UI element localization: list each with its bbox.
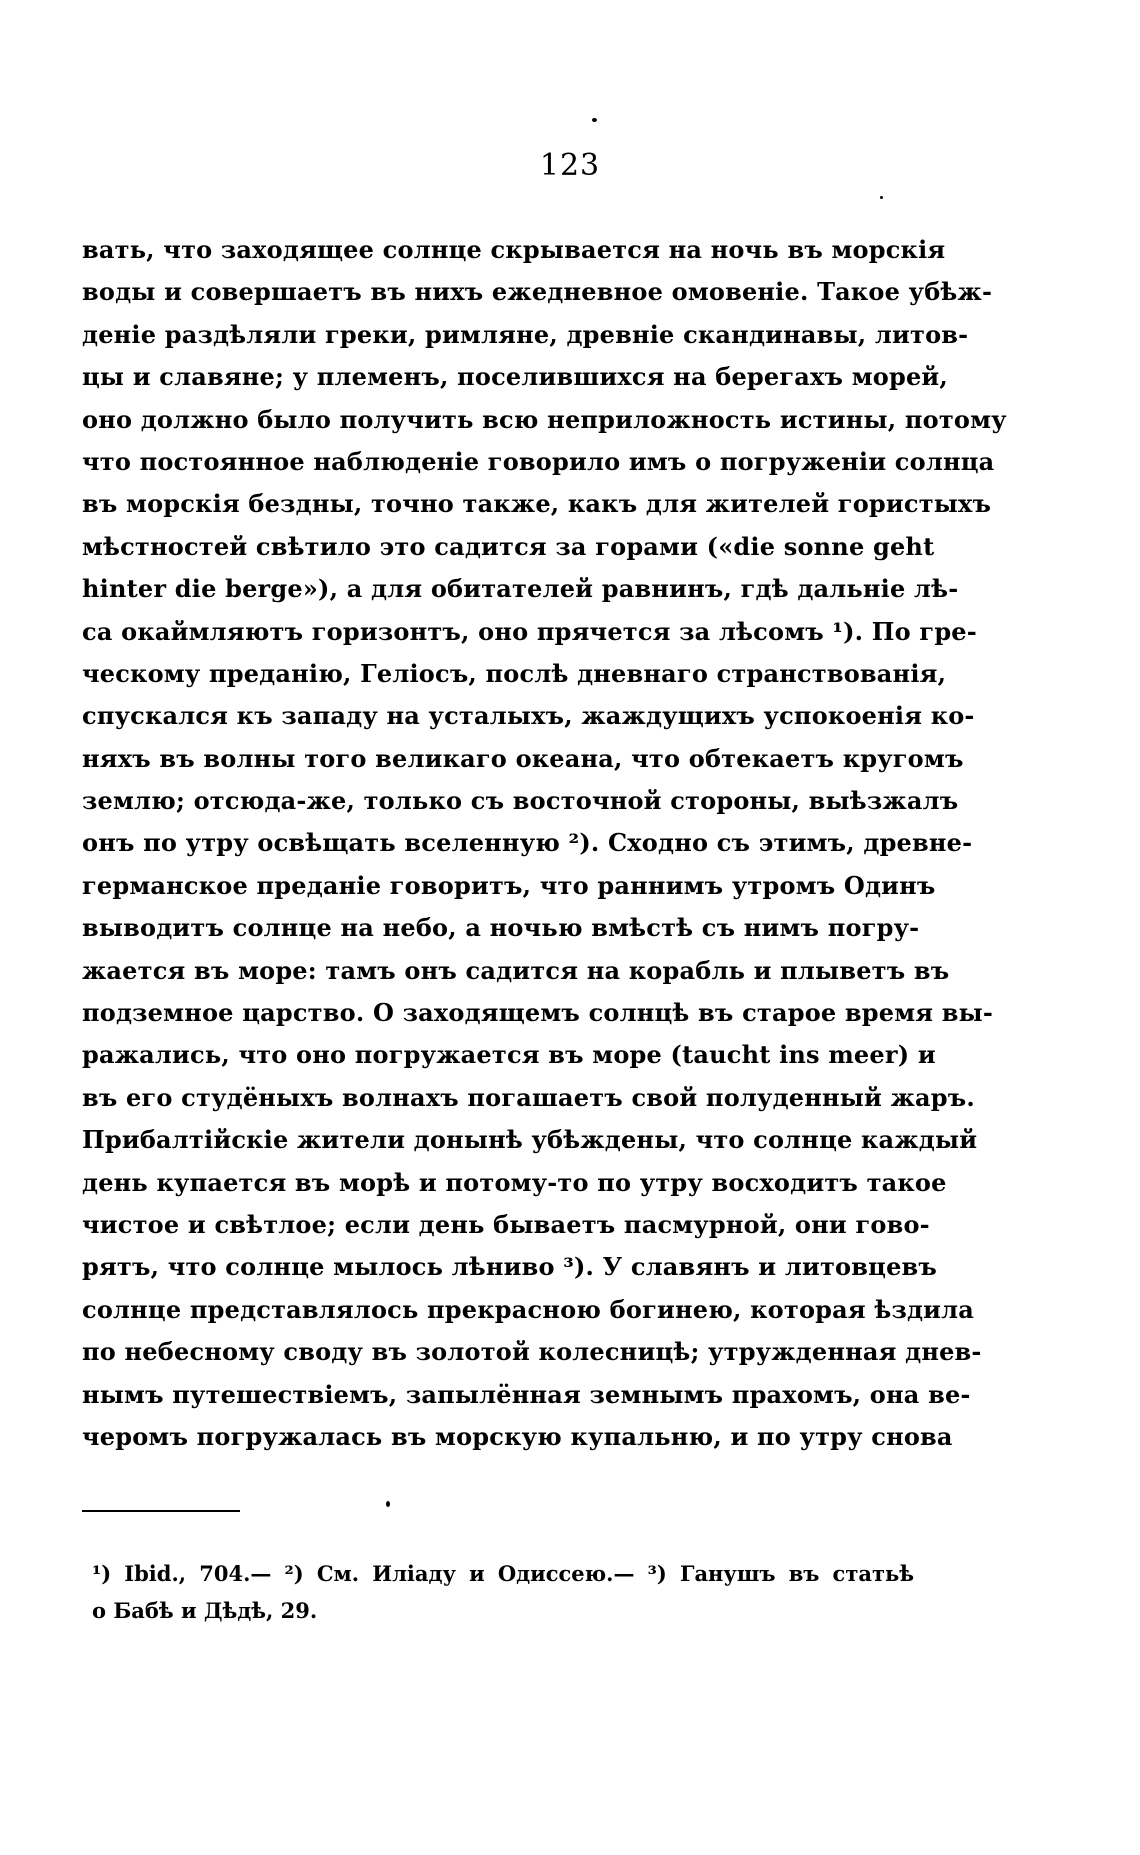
- print-speck: [386, 1501, 390, 1507]
- text-line: что постоянное наблюденіе говорило имъ о погруженіи солнца: [82, 446, 995, 476]
- footnote-line: о Бабѣ и Дѣдѣ, 29.: [92, 1598, 318, 1623]
- footnote-line: ¹) Ibid., 704.— ²) См. Иліаду и Одиссею.— ³) Ганушъ въ статьѣ: [92, 1561, 914, 1586]
- text-line: чистое и свѣтлое; если день бываетъ пасмурной, они гово-: [82, 1209, 930, 1239]
- print-speck: [592, 118, 597, 122]
- text-line: деніе раздѣляли греки, римляне, древніе скандинавы, литов-: [82, 319, 969, 349]
- text-line: няхъ въ волны того великаго океана, что обтекаетъ кругомъ: [82, 743, 964, 773]
- text-line: подземное царство. О заходящемъ солнцѣ въ старое время вы-: [82, 998, 994, 1028]
- text-line: выводитъ солнце на небо, а ночью вмѣстѣ съ нимъ погру-: [82, 913, 920, 943]
- text-line: землю; отсюда-же, только съ восточной стороны, выѣзжалъ: [82, 786, 959, 816]
- text-line: нымъ путешествіемъ, запылённая земнымъ прахомъ, она ве-: [82, 1379, 971, 1409]
- text-line: въ морскія бездны, точно также, какъ для жителей гористыхъ: [82, 489, 992, 519]
- text-line: оно должно было получить всю неприложность истины, потому: [82, 404, 1007, 434]
- text-line: въ его студёныхъ волнахъ погашаетъ свой полуденный жаръ.: [82, 1082, 975, 1112]
- text-line: воды и совершаетъ въ нихъ ежедневное омовеніе. Такое убѣж-: [82, 277, 993, 307]
- text-line: германское преданіе говоритъ, что раннимъ утромъ Одинъ: [82, 870, 936, 900]
- text-line: вать, что заходящее солнце скрывается на ночь въ морскія: [82, 235, 946, 264]
- body-text: [82, 229, 1007, 1458]
- text-line: онъ по утру освѣщать вселенную ²). Сходно съ этимъ, древне-: [82, 828, 973, 858]
- text-line: Прибалтійскіе жители донынѣ убѣждены, что солнце каждый: [82, 1125, 978, 1155]
- text-line: по небесному своду въ золотой колесницѣ; утружденная днев-: [82, 1337, 982, 1367]
- footnote-divider: [82, 1510, 240, 1512]
- text-line: жается въ море: тамъ онъ садится на корабль и плыветъ въ: [82, 955, 950, 985]
- text-line: черомъ погружалась въ морскую купальню, и по утру снова: [82, 1421, 953, 1451]
- text-line: рятъ, что солнце мылось лѣниво ³). У славянъ и литовцевъ: [82, 1252, 938, 1282]
- text-line: ческому преданію, Геліосъ, послѣ дневнаго странствованія,: [82, 658, 947, 688]
- text-line: hinter die berge»), а для обитателей равнинъ, гдѣ дальніе лѣ-: [82, 574, 959, 604]
- print-speck: [880, 196, 883, 199]
- page-number: 123: [539, 148, 601, 183]
- text-line: ражались, что оно погружается въ море (taucht ins meer) и: [82, 1040, 936, 1070]
- text-line: мѣстностей свѣтило это садится за горами («die sonne geht: [82, 531, 935, 561]
- footnotes: [92, 1555, 914, 1629]
- text-line: солнце представлялось прекрасною богинею, которая ѣздила: [82, 1294, 975, 1324]
- text-line: цы и славяне; у племенъ, поселившихся на берегахъ морей,: [82, 362, 948, 392]
- text-line: спускался къ западу на усталыхъ, жаждущихъ успокоенія ко-: [82, 701, 975, 731]
- text-line: день купается въ морѣ и потому-то по утру восходитъ такое: [82, 1167, 947, 1197]
- text-line: са окаймляютъ горизонтъ, оно прячется за лѣсомъ ¹). По гре-: [82, 616, 977, 646]
